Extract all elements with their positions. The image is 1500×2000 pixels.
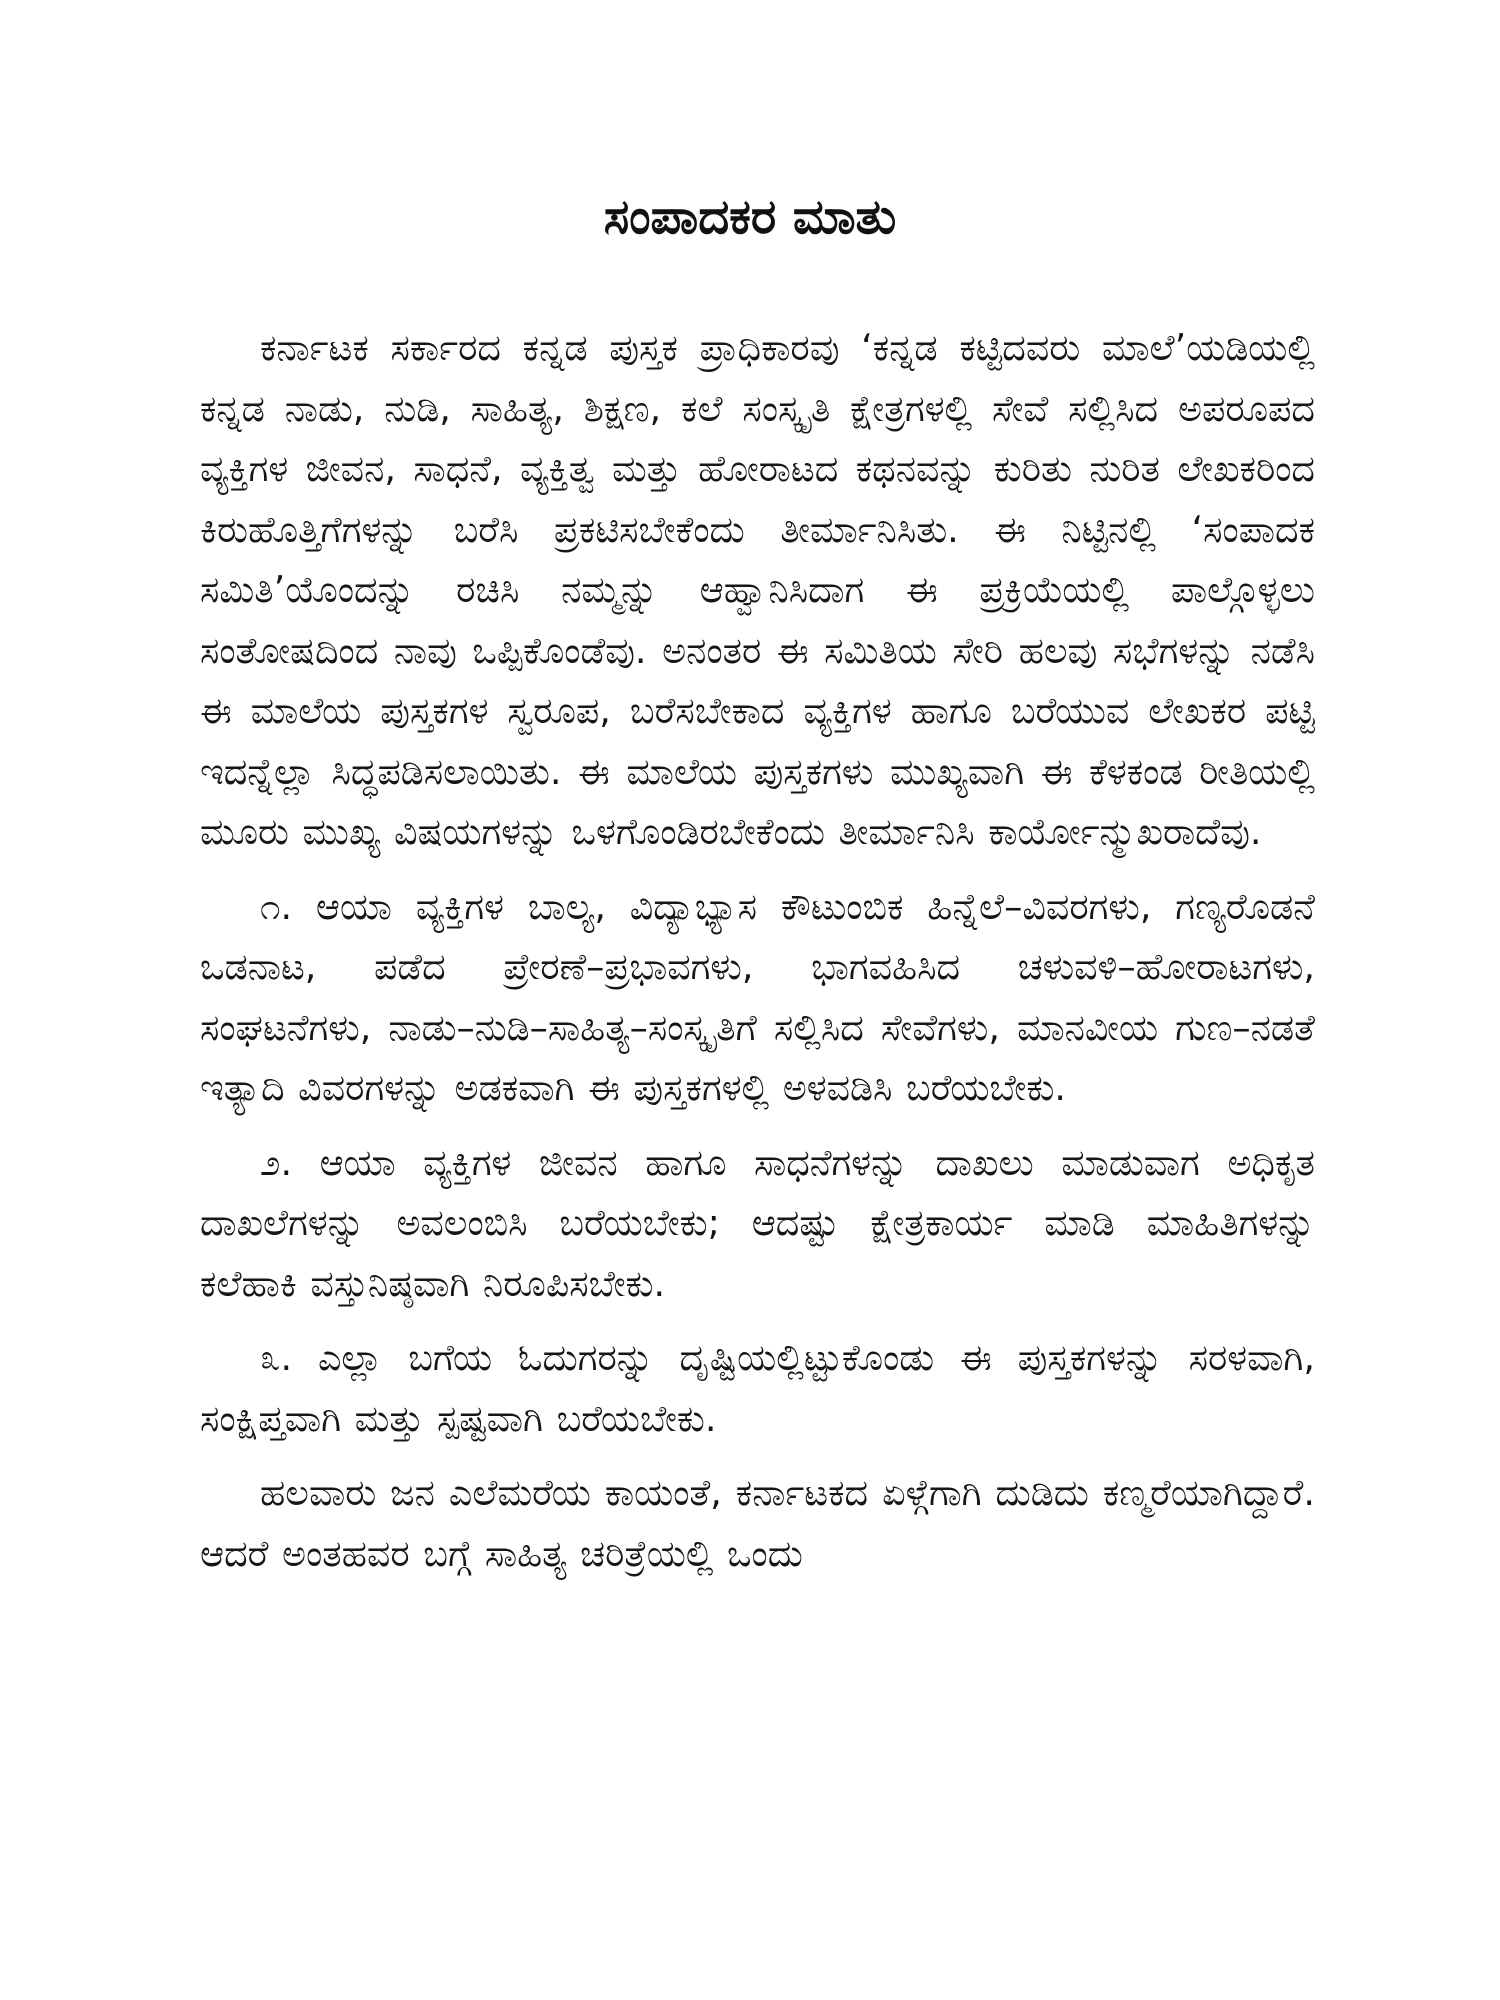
paragraph-point-2: ೨. ಆಯಾ ವ್ಯಕ್ತಿಗಳ ಜೀವನ ಹಾಗೂ ಸಾಧನೆಗಳನ್ನು ದಾಖಲು ಮಾಡುವಾಗ ಅಧಿಕೃತ ದಾಖಲೆಗಳನ್ನು ಅವಲಂಬಿಸಿ ಬರೆಯಬೇಕು; ಆದಷ್ಟು ಕ್ಷೇತ್ರಕಾರ್ಯ ಮಾಡಿ ಮಾಹಿತಿಗಳನ್ನು ಕಲೆಹಾಕಿ ವಸ್ತುನಿಷ್ಠವಾಗಿ ನಿರೂಪಿಸಬೇಕು. — [200, 1140, 1315, 1305]
document-body — [200, 318, 1315, 1584]
paragraph-point-1: ೧. ಆಯಾ ವ್ಯಕ್ತಿಗಳ ಬಾಲ್ಯ, ವಿದ್ಯಾಭ್ಯಾಸ ಕೌಟುಂಬಿಕ ಹಿನ್ನೆಲೆ–ವಿವರಗಳು, ಗಣ್ಯರೊಡನೆ ಒಡನಾಟ, ಪಡೆದ ಪ್ರೇರಣೆ–ಪ್ರಭಾವಗಳು, ಭಾಗವಹಿಸಿದ ಚಳುವಳಿ–ಹೋರಾಟಗಳು, ಸಂಘಟನೆಗಳು, ನಾಡು–ನುಡಿ–ಸಾಹಿತ್ಯ–ಸಂಸ್ಕೃತಿಗೆ ಸಲ್ಲಿಸಿದ ಸೇವೆಗಳು, ಮಾನವೀಯ ಗುಣ–ನಡತೆ ಇತ್ಯಾದಿ ವಿವರಗಳನ್ನು ಅಡಕವಾಗಿ ಈ ಪುಸ್ತಕಗಳಲ್ಲಿ ಅಳವಡಿಸಿ ಬರೆಯಬೇಕು. — [200, 884, 1315, 1109]
paragraph-closing: ಹಲವಾರು ಜನ ಎಲೆಮರೆಯ ಕಾಯಂತೆ, ಕರ್ನಾಟಕದ ಏಳ್ಗೆಗಾಗಿ ದುಡಿದು ಕಣ್ಮರೆಯಾಗಿದ್ದಾರೆ. ಆದರೆ ಅಂತಹವರ ಬಗ್ಗೆ ಸಾಹಿತ್ಯ ಚರಿತ್ರೆಯಲ್ಲಿ ಒಂದು — [200, 1471, 1315, 1575]
paragraph-intro: ಕರ್ನಾಟಕ ಸರ್ಕಾರದ ಕನ್ನಡ ಪುಸ್ತಕ ಪ್ರಾಧಿಕಾರವು ‘ಕನ್ನಡ ಕಟ್ಟಿದವರು ಮಾಲೆ’ಯಡಿಯಲ್ಲಿ ಕನ್ನಡ ನಾಡು, ನುಡಿ, ಸಾಹಿತ್ಯ, ಶಿಕ್ಷಣ, ಕಲೆ ಸಂಸ್ಕೃತಿ ಕ್ಷೇತ್ರಗಳಲ್ಲಿ ಸೇವೆ ಸಲ್ಲಿಸಿದ ಅಪರೂಪದ ವ್ಯಕ್ತಿಗಳ ಜೀವನ, ಸಾಧನೆ, ವ್ಯಕ್ತಿತ್ವ ಮತ್ತು ಹೋರಾಟದ ಕಥನವನ್ನು ಕುರಿತು ನುರಿತ ಲೇಖಕರಿಂದ ಕಿರುಹೊತ್ತಿಗೆಗಳನ್ನು ಬರೆಸಿ ಪ್ರಕಟಿಸಬೇಕೆಂದು ತೀರ್ಮಾನಿಸಿತು. ಈ ನಿಟ್ಟಿನಲ್ಲಿ ‘ಸಂಪಾದಕ ಸಮಿತಿ’ಯೊಂದನ್ನು ರಚಿಸಿ ನಮ್ಮನ್ನು ಆಹ್ವಾನಿಸಿದಾಗ ಈ ಪ್ರಕ್ರಿಯೆಯಲ್ಲಿ ಪಾಲ್ಗೊಳ್ಳಲು ಸಂತೋಷದಿಂದ ನಾವು ಒಪ್ಪಿಕೊಂಡೆವು. ಅನಂತರ ಈ ಸಮಿತಿಯ ಸೇರಿ ಹಲವು ಸಭೆಗಳನ್ನು ನಡೆಸಿ ಈ ಮಾಲೆಯ ಪುಸ್ತಕಗಳ ಸ್ವರೂಪ, ಬರೆಸಬೇಕಾದ ವ್ಯಕ್ತಿಗಳ ಹಾಗೂ ಬರೆಯುವ ಲೇಖಕರ ಪಟ್ಟಿ ಇದನ್ನೆಲ್ಲಾ ಸಿದ್ಧಪಡಿಸಲಾಯಿತು. ಈ ಮಾಲೆಯ ಪುಸ್ತಕಗಳು ಮುಖ್ಯವಾಗಿ ಈ ಕೆಳಕಂಡ ರೀತಿಯಲ್ಲಿ ಮೂರು ಮುಖ್ಯ ವಿಷಯಗಳನ್ನು ಒಳಗೊಂಡಿರಬೇಕೆಂದು ತೀರ್ಮಾನಿಸಿ ಕಾರ್ಯೋನ್ಮುಖರಾದೆವು. — [200, 326, 1315, 853]
page-title: ಸಂಪಾದಕರ ಮಾತು — [603, 189, 897, 246]
paragraph-point-3: ೩. ಎಲ್ಲಾ ಬಗೆಯ ಓದುಗರನ್ನು ದೃಷ್ಟಿಯಲ್ಲಿಟ್ಟುಕೊಂಡು ಈ ಪುಸ್ತಕಗಳನ್ನು ಸರಳವಾಗಿ, ಸಂಕ್ಷಿಪ್ತವಾಗಿ ಮತ್ತು ಸ್ಪಷ್ಟವಾಗಿ ಬರೆಯಬೇಕು. — [200, 1336, 1315, 1440]
